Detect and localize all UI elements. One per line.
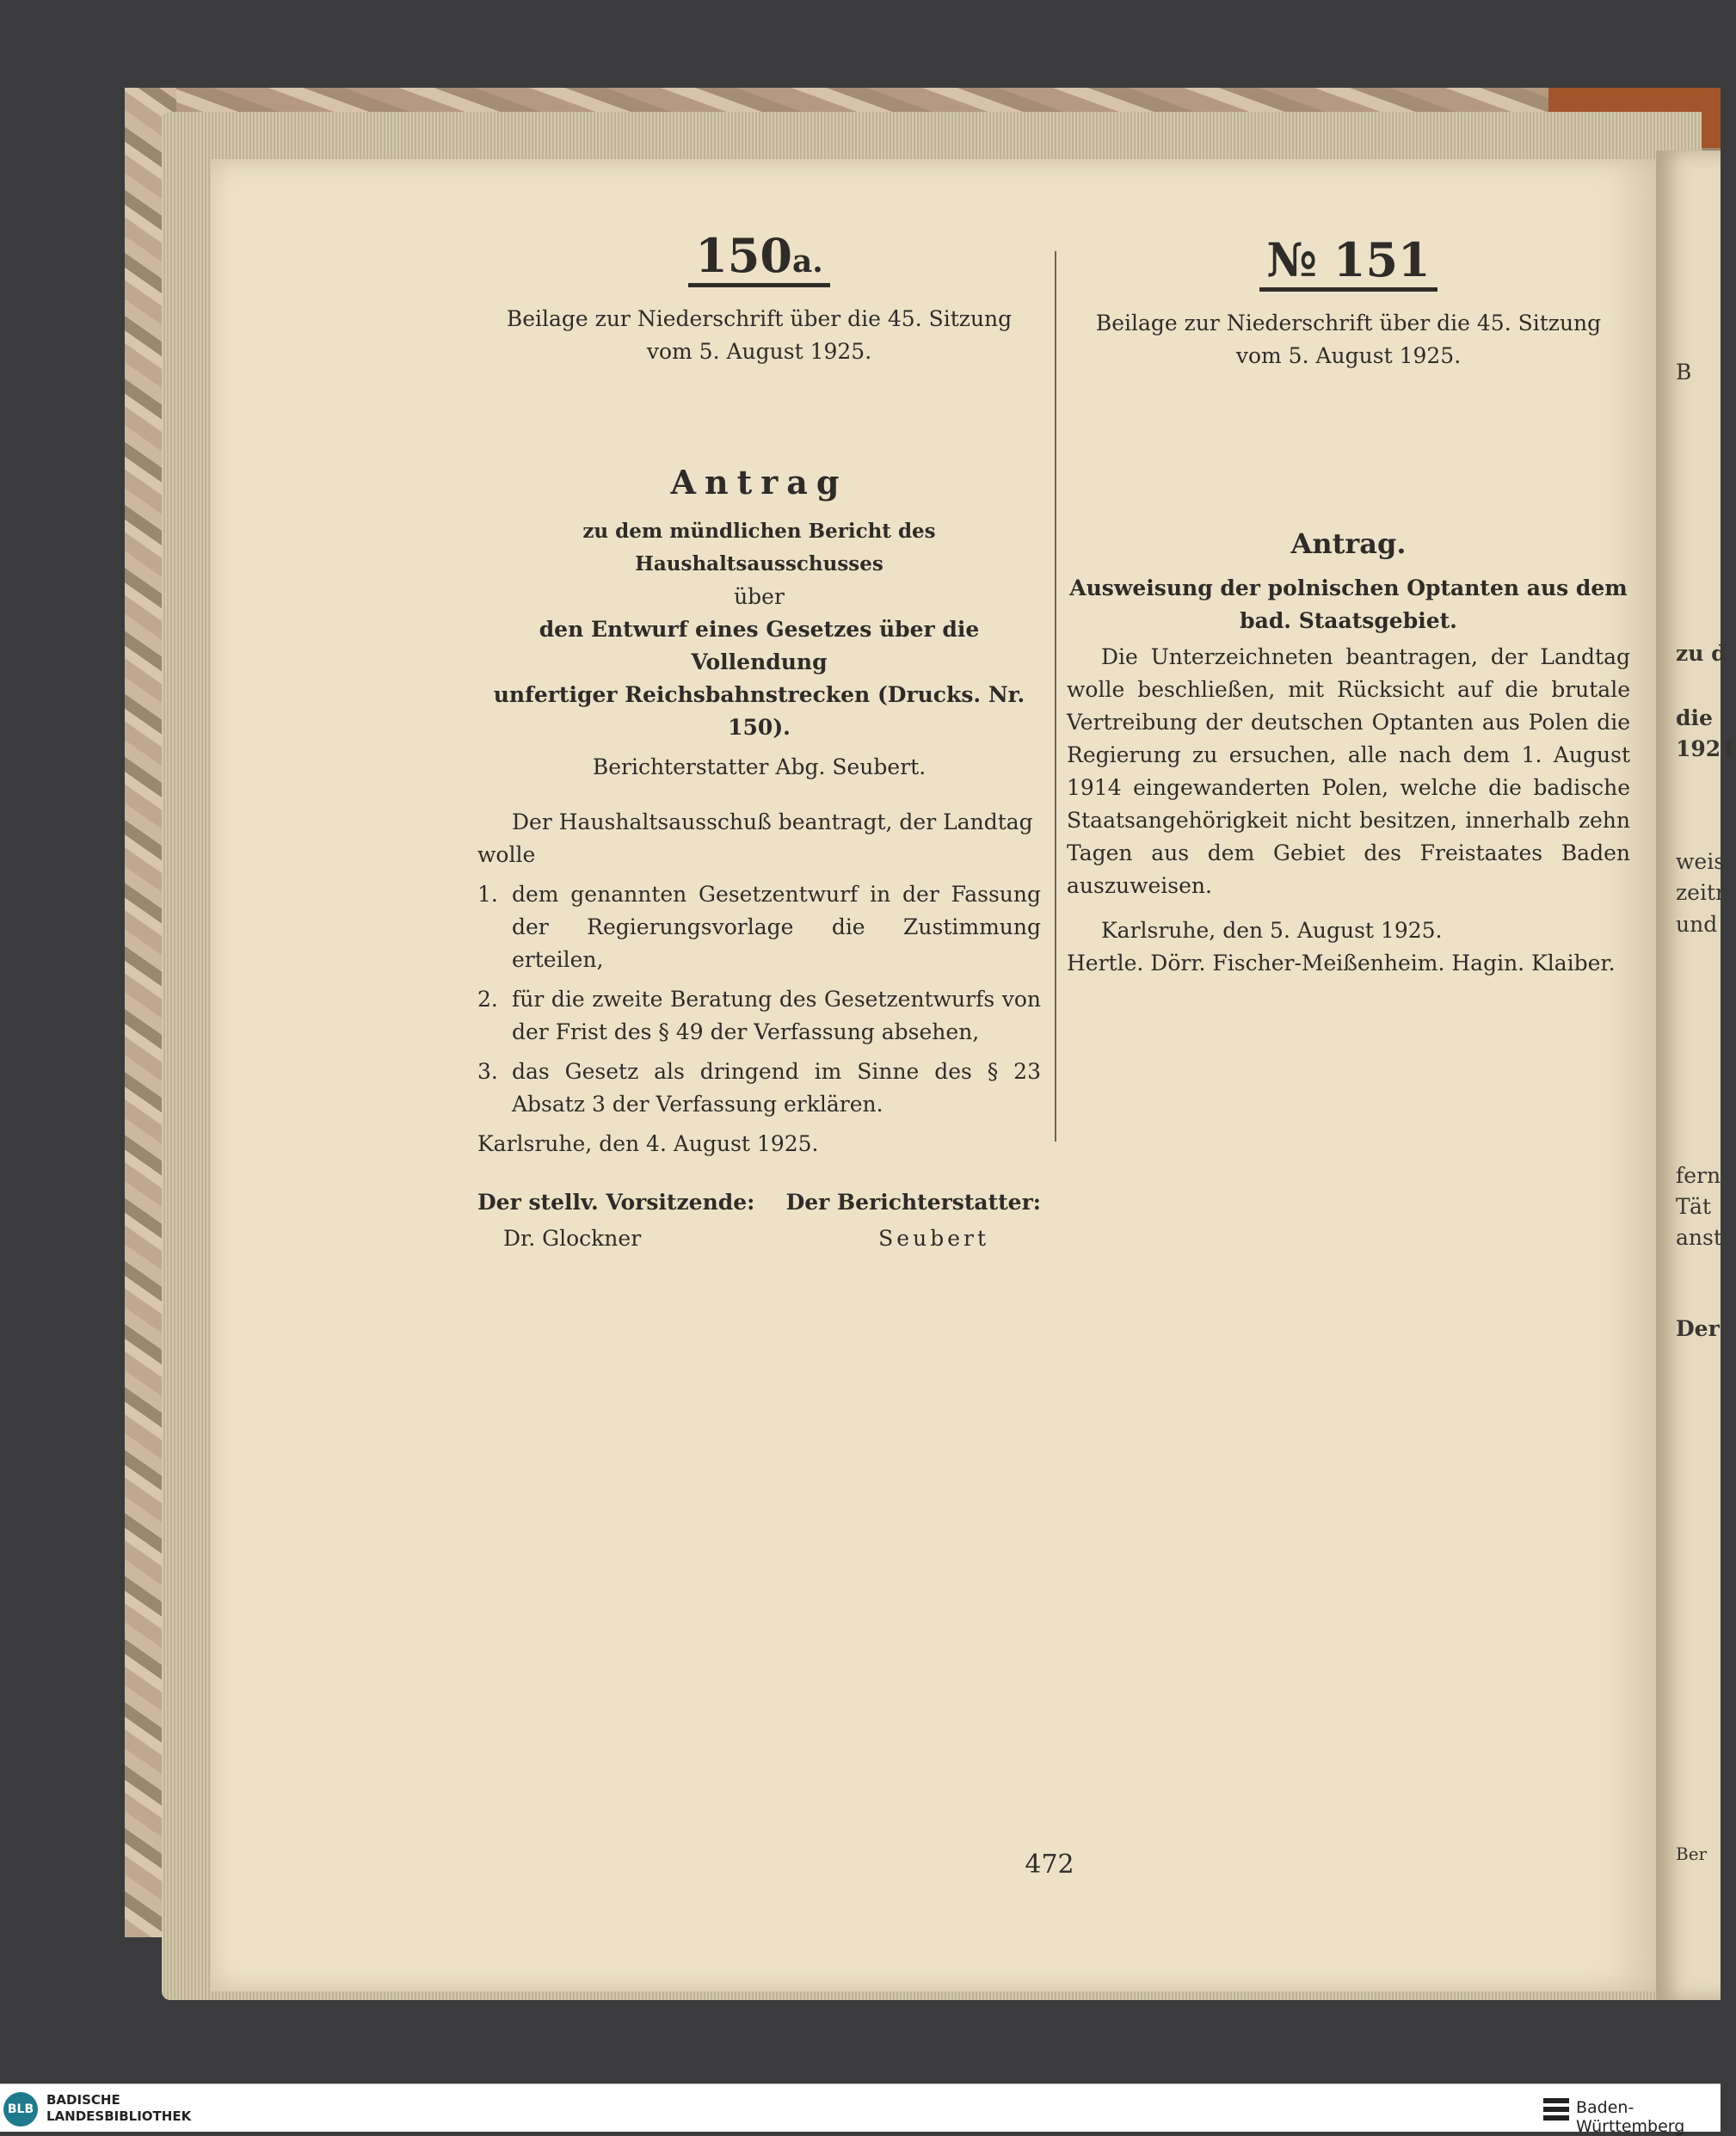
next-page-fragment: zeitr <box>1676 880 1726 905</box>
column-divider <box>1055 251 1056 1142</box>
next-page-fragment: Der <box>1676 1316 1720 1341</box>
reporter-line: Berichterstatter Abg. Seubert. <box>592 754 926 779</box>
state-coat-of-arms-icon <box>1542 2095 1571 2124</box>
blb-logo-icon[interactable]: BLB <box>3 2092 38 2127</box>
next-page-fragment: Tät <box>1676 1194 1711 1219</box>
signature-names <box>477 1222 1041 1255</box>
list-item: 2. für die zweite Beratung des Gesetzentwurfs von der Frist des § 49 der Verfassung absehen, <box>477 987 1041 1044</box>
signature-chair: Dr. Glockner <box>503 1226 642 1251</box>
supplement-line: Beilage zur Niederschrift über die 45. Sitzung <box>506 306 1013 331</box>
list-item: 3. das Gesetz als dringend im Sinne des § 23 Absatz 3 der Verfassung erklären. <box>477 1059 1041 1117</box>
motion-subtitle: den Entwurf eines Gesetzes über die Vollendung <box>539 617 980 674</box>
place-date: Karlsruhe, den 5. August 1925. <box>1101 918 1443 943</box>
place-date: Karlsruhe, den 4. August 1925. <box>477 1131 819 1156</box>
motion-subtitle: unfertiger Reichsbahnstrecken (Drucks. Nr. 150). <box>493 682 1025 740</box>
supplement-date: vom 5. August 1925. <box>1235 343 1462 368</box>
motion-subtitle: bad. Staatsgebiet. <box>1240 608 1457 633</box>
motion-intro: Der Haushaltsausschuß beantragt, der Landtag wolle <box>477 809 1033 867</box>
next-page-fragment: fern <box>1676 1163 1721 1188</box>
state-name[interactable]: Baden-Württemberg <box>1576 2098 1685 2136</box>
left-column <box>477 228 1041 1255</box>
document-number: № 151 <box>1067 232 1630 292</box>
signature-label-chair: Der stellv. Vorsitzende: <box>477 1190 755 1215</box>
motion-body: Die Unterzeichneten beantragen, der Landtag wolle beschließen, mit Rücksicht auf die brutale Vertreibung der deutschen Optanten aus Polen die Regierung zu ersuchen, alle nach dem 1. August 1914 eingewanderten Polen, welche die badische Staatsangehörigkeit nicht besitzen, innerhalb zehn Tagen aus dem Gebiet des Freistaates Baden auszuweisen. <box>1067 644 1630 898</box>
motion-title: Antrag. <box>1290 527 1407 560</box>
signatories: Hertle. Dörr. Fischer-Meißenheim. Hagin. Klaiber. <box>1067 951 1616 976</box>
next-page-fragment: 1921 <box>1676 736 1736 761</box>
next-page-fragment: zu d <box>1676 641 1727 666</box>
supplement-line: Beilage zur Niederschrift über die 45. Sitzung <box>1095 311 1602 335</box>
next-page-fragment: die <box>1676 705 1713 730</box>
next-page-fragment: und <box>1676 912 1718 937</box>
signature-labels <box>477 1186 1041 1219</box>
next-page-fragment: Ber <box>1676 1844 1708 1864</box>
viewer-footer <box>0 2084 1721 2136</box>
library-name[interactable]: BADISCHE LANDESBIBLIOTHEK <box>46 2092 192 2124</box>
signature-label-reporter: Der Berichterstatter: <box>785 1190 1041 1215</box>
motion-title: Antrag <box>670 463 848 502</box>
right-column <box>1067 232 1630 980</box>
motion-subtitle: über <box>734 584 785 609</box>
supplement-date: vom 5. August 1925. <box>646 339 872 364</box>
next-page-fragment: anst <box>1676 1225 1722 1250</box>
motion-subtitle: Ausweisung der polnischen Optanten aus dem <box>1069 576 1628 600</box>
motion-subtitle: zu dem mündlichen Bericht des Haushaltsausschusses <box>582 520 936 576</box>
page-number: 472 <box>1025 1850 1074 1880</box>
signature-reporter: Seubert <box>878 1226 989 1251</box>
list-item: 1. dem genannten Gesetzentwurf in der Fassung der Regierungsvorlage die Zustimmung erteilen, <box>477 882 1041 972</box>
next-page-fragment: weis <box>1676 849 1726 874</box>
next-page-edge <box>1656 151 1721 2000</box>
next-page-fragment: B <box>1676 360 1692 385</box>
document-number: 150a. <box>477 228 1041 287</box>
